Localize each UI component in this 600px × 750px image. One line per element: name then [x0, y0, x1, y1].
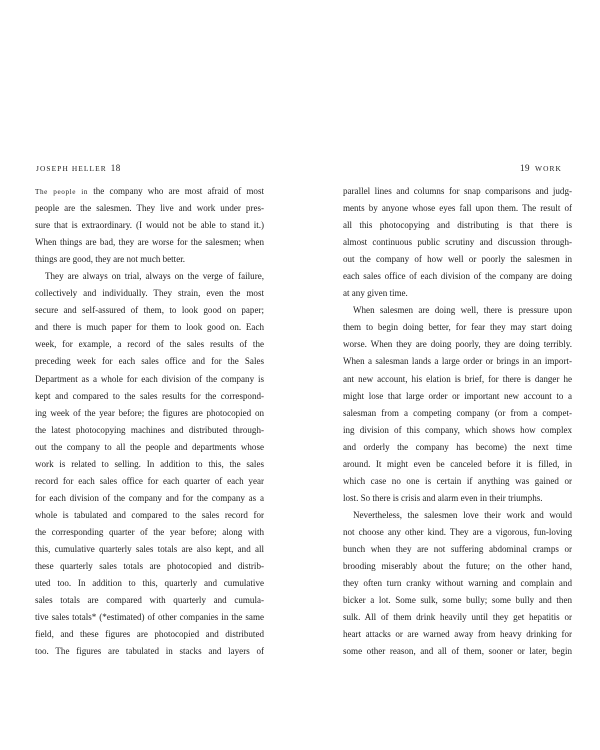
running-head-title: WORK: [535, 164, 562, 173]
text-line: When a salesman lands a large order or brings in an import-: [343, 356, 572, 367]
text-line: The people in the company who are most afraid of most: [35, 186, 264, 196]
right-body-text: [343, 183, 572, 660]
text-line: some other reason, and all of them, sooner or later, begin: [343, 646, 572, 657]
text-line: preceding week for each sales office and for the Sales: [35, 356, 264, 367]
running-head-author: JOSEPH HELLER: [36, 164, 107, 173]
text-line: and orderly the company has become) the next time: [343, 441, 572, 452]
text-line: worse. When they are doing poorly, they are doing terribly.: [343, 339, 572, 350]
text-line: out the company to all the people and departments whose: [35, 441, 264, 452]
text-line: tive sales totals* (*estimated) of other companies in the same: [35, 612, 264, 623]
text-line: heart attacks or are warned away from heavy drinking for: [343, 629, 572, 640]
text-line: bunch when they are not suffering abdominal cramps or: [343, 543, 572, 554]
text-line: which case no one is certain if anything was gained or: [343, 475, 572, 486]
text-line: not choose any other kind. They are a vigorous, fun-loving: [343, 526, 572, 537]
text-line: around. It might even be canceled before it is filled, in: [343, 458, 572, 469]
text-line: the corresponding quarter of the year before; along with: [35, 526, 264, 537]
text-line: they often turn cranky without warning and complain and: [343, 578, 572, 589]
text-line: for each division of the company and for the company as a: [35, 492, 264, 503]
text-line: field, and these figures are photocopied and distributed: [35, 629, 264, 640]
right-page: [300, 0, 600, 750]
text-line: ing division of this company, which shows how complex: [343, 424, 572, 435]
text-line: might lose that large order or important new account to a: [343, 390, 572, 401]
text-line: and there is much paper for them to look good on. Each: [35, 322, 264, 333]
text-line: ant new account, his elation is brief, for there is danger he: [343, 373, 572, 384]
text-line: brooding miserably about the future; on the other hand,: [343, 561, 572, 572]
text-line: Nevertheless, the salesmen love their work and would: [353, 509, 572, 520]
left-page-number: 18: [110, 163, 121, 173]
text-line: They are always on trial, always on the verge of failure,: [45, 271, 264, 282]
text-line: out the company of how well or poorly the salesmen in: [343, 254, 572, 265]
text-line: them to begin doing better, for fear they may start doing: [343, 322, 572, 333]
text-line: lost. So there is crisis and alarm even in their triumphs.: [343, 492, 543, 503]
text-line: too. The figures are tabulated in stacks and layers of: [35, 646, 264, 657]
text-line: at any given time.: [343, 288, 408, 299]
text-line: this, cumulative quarterly sales totals are also kept, and all: [35, 543, 264, 554]
text-line: secure and self-assured of them, to look good on paper;: [35, 305, 264, 316]
text-line: When things are bad, they are worse for the salesmen; when: [35, 237, 264, 248]
text-line: sure that is extraordinary. (I would not be able to stand it.): [35, 220, 264, 231]
text-line: sulk. All of them drink heavily until they get hepatitis or: [343, 612, 572, 623]
text-line: When salesmen are doing well, there is pressure upon: [353, 305, 572, 316]
text-line: these quarterly sales totals are photocopied and distrib-: [35, 561, 264, 572]
text-line: work is related to selling. In addition to this, the sales: [35, 458, 264, 469]
text-line: things are good, they are not much better.: [35, 254, 185, 265]
text-line: collectively and individually. They strain, even the most: [35, 288, 264, 299]
text-line: the latest photocopying machines and distributed through-: [35, 424, 264, 435]
text-line: uted too. In addition to this, quarterly and cumulative: [35, 578, 264, 589]
left-body-text: [35, 183, 264, 660]
text-line: Department as a whole for each division of the company is: [35, 373, 264, 384]
right-page-number: 19: [520, 163, 531, 173]
text-line: each sales office of each division of the company are doing: [343, 271, 572, 282]
text-line: whole is tabulated and compared to the sales record for: [35, 509, 264, 520]
left-running-head: [36, 163, 121, 174]
text-line: ing week of the year before; the figures are photocopied on: [35, 407, 264, 418]
text-line: ments by anyone whose eyes fall upon them. The result of: [343, 203, 572, 214]
text-line: salesman from a competing company (or from a compet-: [343, 407, 572, 418]
text-line: sales totals are compared with quarterly and cumula-: [35, 595, 264, 606]
text-line: record for each sales office for each quarter of each year: [35, 475, 264, 486]
text-line: week, for example, a record of the sales results of the: [35, 339, 264, 350]
lead-in-small-caps: The people in: [35, 188, 89, 196]
right-running-head: [520, 163, 562, 174]
text-line: almost continuous public scrutiny and discussion through-: [343, 237, 572, 248]
text-line: kept and compared to the sales results for the correspond-: [35, 390, 264, 401]
text-line: bicker a lot. Some sulk, some bully; some bully and then: [343, 595, 572, 606]
text-line: parallel lines and columns for snap comparisons and judg-: [343, 186, 572, 196]
text-line: people are the salesmen. They live and work under pres-: [35, 203, 264, 214]
text-line: all this photocopying and distributing is that there is: [343, 220, 572, 231]
